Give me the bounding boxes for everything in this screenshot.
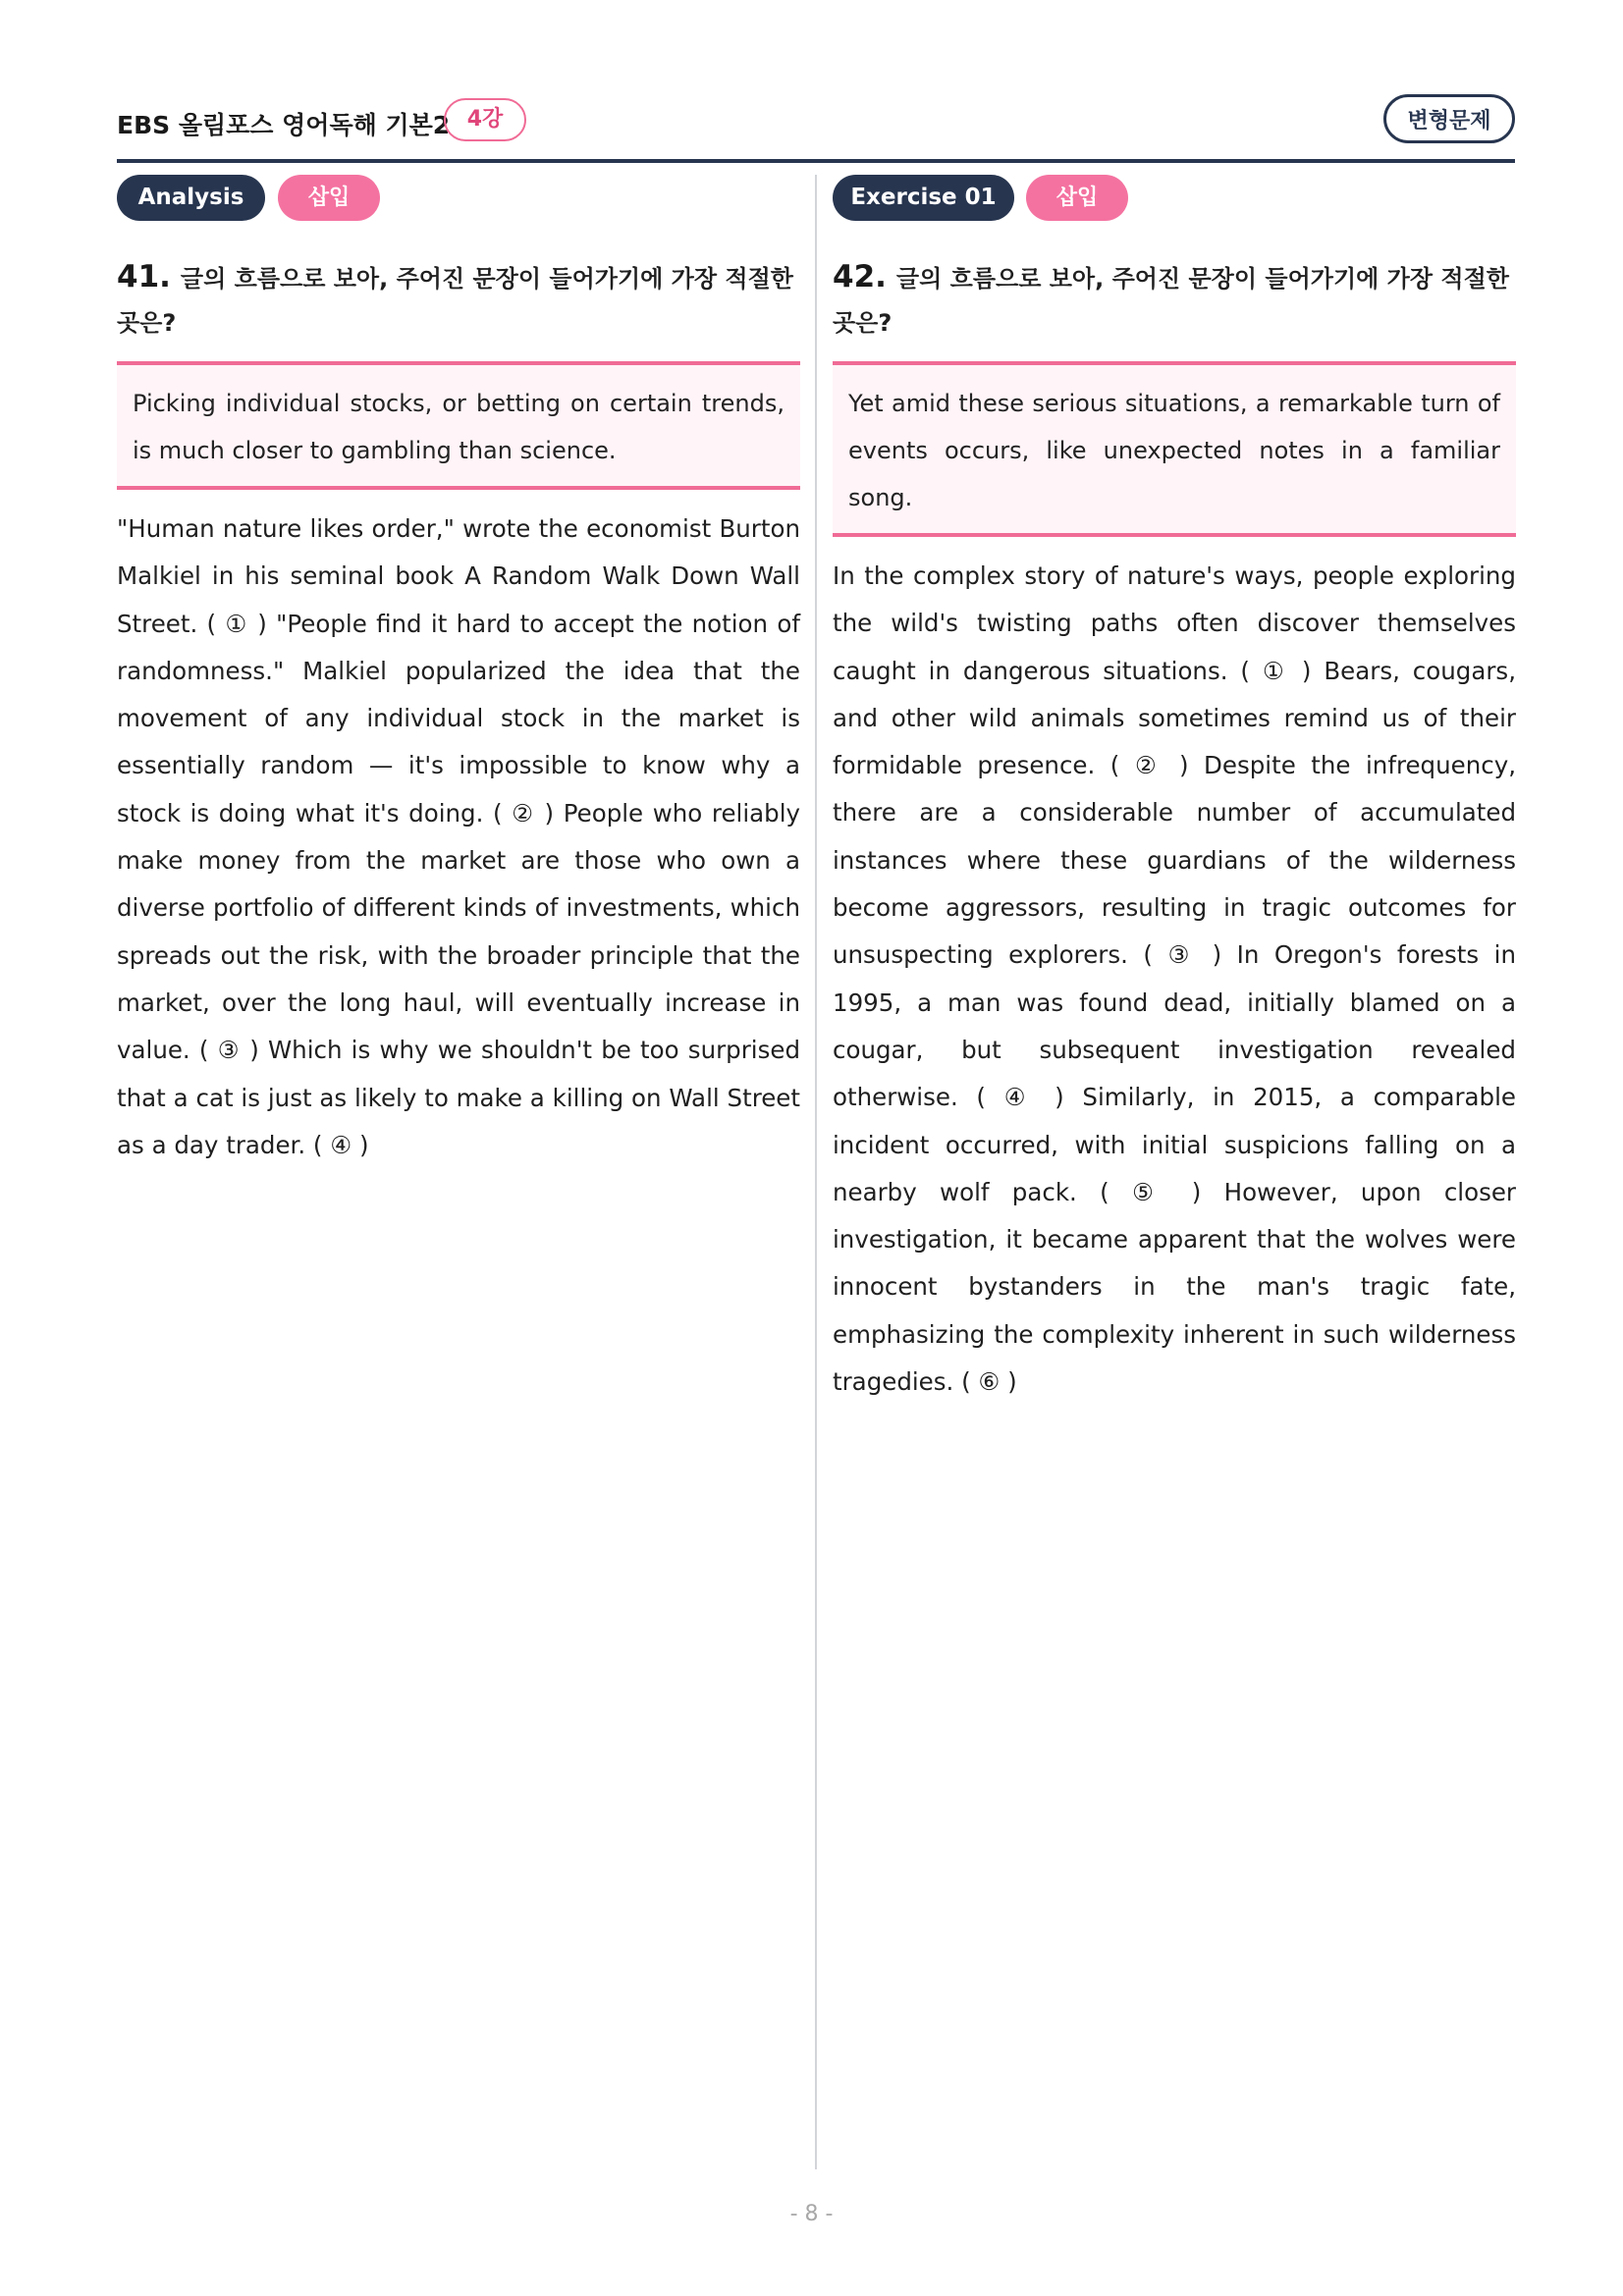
question-42 bbox=[833, 255, 1516, 346]
question-41 bbox=[117, 255, 800, 346]
given-sentence-box: Yet amid these serious situations, a remarkable turn of events occurs, like unexpected notes in a familiar song. bbox=[833, 361, 1516, 537]
question-text: 글의 흐름으로 보아, 주어진 문장이 들어가기에 가장 적절한 곳은? bbox=[117, 265, 793, 337]
question-type-badge: 변형문제 bbox=[1383, 94, 1515, 143]
question-number: 42. bbox=[833, 259, 887, 294]
given-sentence-box: Picking individual stocks, or betting on certain trends, is much closer to gambling than science. bbox=[117, 361, 800, 490]
exercise-tag: Exercise 01 bbox=[833, 175, 1014, 221]
page-header bbox=[117, 94, 1515, 163]
insertion-tag: 삽입 bbox=[278, 175, 380, 221]
passage-text: "Human nature likes order," wrote the economist Burton Malkiel in his seminal book A Random Walk Down Wall Street. ( ① ) "People find it hard to accept the notion of randomness." Malkiel popularized the idea that the movement of any individual stock in the market is essentially random — it's impossible to know why a stock is doing what it's doing. ( ② ) People who reliably make money from the market are those who own a diverse portfolio of different kinds of investments, which spreads out the risk, with the broader principle that the market, over the long haul, will eventually increase in value. ( ③ ) Which is why we shouldn't be too surprised that a cat is just as likely to make a killing on Wall Street as a day trader. ( ④ ) bbox=[117, 514, 800, 1159]
series-title: EBS 올림포스 영어독해 기본2 bbox=[117, 111, 451, 139]
right-column bbox=[833, 175, 1516, 1406]
column-divider bbox=[815, 175, 817, 2169]
insertion-tag: 삽입 bbox=[1026, 175, 1128, 221]
left-tags bbox=[117, 175, 800, 222]
page-number: - 8 - bbox=[789, 2202, 834, 2226]
question-number: 41. bbox=[117, 259, 171, 294]
left-column bbox=[117, 175, 800, 1169]
question-text: 글의 흐름으로 보아, 주어진 문장이 들어가기에 가장 적절한 곳은? bbox=[833, 265, 1509, 337]
right-tags bbox=[833, 175, 1516, 222]
passage-text: In the complex story of nature's ways, people exploring the wild's twisting paths often discover themselves caught in dangerous situations. ( ① ) Bears, cougars, and other wild animals sometimes remind us of their formidable presence. ( ② ) Despite the infrequency, there are a considerable number of accumulated instances where these guardians of the wilderness become aggressors, resulting in tragic outcomes for unsuspecting explorers. ( ③ ) In Oregon's forests in 1995, a man was found dead, initially blamed on a cougar, but subsequent investigation revealed otherwise. ( ④ ) Similarly, in 2015, a comparable incident occurred, with initial suspicions falling on a nearby wolf pack. ( ⑤ ) However, upon closer investigation, it became apparent that the wolves were innocent bystanders in the man's tragic fate, emphasizing the complexity inherent in such wilderness tragedies. ( ⑥ ) bbox=[833, 561, 1516, 1397]
lesson-badge: 4강 bbox=[444, 98, 526, 141]
analysis-tag: Analysis bbox=[117, 175, 265, 221]
